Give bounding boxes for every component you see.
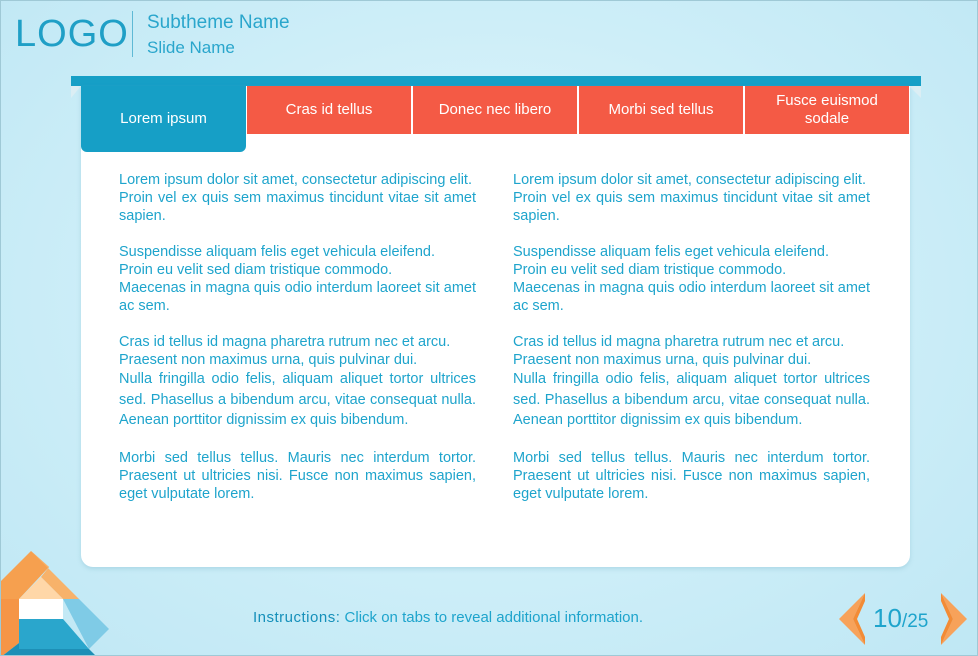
instructions-label: Instructions: xyxy=(253,609,341,626)
paragraph-1 xyxy=(119,171,476,225)
tab-fusce-euismod-sodale[interactable]: Fusce euismod sodale xyxy=(745,86,909,134)
tab-lorem-ipsum[interactable]: Lorem ipsum xyxy=(81,86,246,152)
tab-strip xyxy=(71,76,921,86)
paragraph-text: Lorem ipsum dolor sit amet, consectetur adipiscing elit. xyxy=(513,172,866,188)
chevron-right-icon[interactable] xyxy=(939,593,967,645)
tab-strip-wing-right xyxy=(909,86,921,98)
paragraph-text: Maecenas in magna quis odio interdum laoreet sit amet ac sem. xyxy=(119,280,476,314)
paragraph-1 xyxy=(513,171,870,225)
chevron-left-icon[interactable] xyxy=(839,593,867,645)
slide-title: Slide Name xyxy=(147,38,235,57)
paragraph-text: Proin eu velit sed diam tristique commodo. xyxy=(119,262,393,278)
paragraph-text: Cras id tellus id magna pharetra rutrum nec et arcu. xyxy=(513,334,845,350)
paragraph-text: Nulla fringilla odio felis, aliquam aliquet tortor ultrices sed. Phasellus a bibendum arcu, vitae consequat nulla. Aenean porttitor dignissim ex quis bibendum. xyxy=(513,371,870,428)
paragraph-text: Suspendisse aliquam felis eget vehicula eleifend. xyxy=(119,244,435,260)
paragraph-text: Cras id tellus id magna pharetra rutrum nec et arcu. xyxy=(119,334,451,350)
content-column-left xyxy=(119,171,476,521)
paragraph-3 xyxy=(119,333,476,369)
header-divider xyxy=(132,11,133,57)
paragraph-3-continued xyxy=(119,369,476,431)
paragraph-text: Lorem ipsum dolor sit amet, consectetur adipiscing elit. xyxy=(119,172,472,188)
paragraph-text: Suspendisse aliquam felis eget vehicula eleifend. xyxy=(513,244,829,260)
page-counter xyxy=(873,603,928,634)
paragraph-text: Praesent non maximus urna, quis pulvinar dui. xyxy=(513,352,812,368)
paragraph-text: Morbi sed tellus tellus. Mauris nec interdum tortor. Praesent ut ultricies nisi. Fusce non maximus sapien, eget vulputate lorem. xyxy=(513,449,870,502)
total-pages: /25 xyxy=(901,611,929,632)
paragraph-2 xyxy=(119,243,476,315)
paragraph-text: Maecenas in magna quis odio interdum laoreet sit amet ac sem. xyxy=(513,280,870,314)
tab-cras-id-tellus[interactable]: Cras id tellus xyxy=(247,86,411,134)
logo: LOGO xyxy=(15,13,129,55)
tab-strip-wing-left xyxy=(71,86,81,98)
corner-logo-icon xyxy=(1,547,113,656)
instructions-text: Click on tabs to reveal additional information. xyxy=(344,609,644,626)
paragraph-text: Praesent non maximus urna, quis pulvinar dui. xyxy=(119,352,418,368)
instructions xyxy=(253,609,643,626)
paragraph-text: Proin eu velit sed diam tristique commodo. xyxy=(513,262,787,278)
tab-morbi-sed-tellus[interactable]: Morbi sed tellus xyxy=(579,86,743,134)
paragraph-3 xyxy=(513,333,870,369)
paragraph-text: Proin vel ex quis sem maximus tincidunt vitae sit amet sapien. xyxy=(513,190,870,224)
tab-donec-nec-libero[interactable]: Donec nec libero xyxy=(413,86,577,134)
current-page: 10 xyxy=(873,603,902,633)
subtheme-title: Subtheme Name xyxy=(147,12,290,33)
paragraph-3-continued xyxy=(513,369,870,431)
paragraph-4 xyxy=(119,449,476,503)
paragraph-text: Proin vel ex quis sem maximus tincidunt vitae sit amet sapien. xyxy=(119,190,476,224)
paragraph-2 xyxy=(513,243,870,315)
paragraph-4 xyxy=(513,449,870,503)
content-column-right xyxy=(513,171,870,521)
paragraph-text: Nulla fringilla odio felis, aliquam aliquet tortor ultrices sed. Phasellus a bibendum arcu, vitae consequat nulla. Aenean porttitor dignissim ex quis bibendum. xyxy=(119,371,476,428)
paragraph-text: Morbi sed tellus tellus. Mauris nec interdum tortor. Praesent ut ultricies nisi. Fusce non maximus sapien, eget vulputate lorem. xyxy=(119,449,476,502)
